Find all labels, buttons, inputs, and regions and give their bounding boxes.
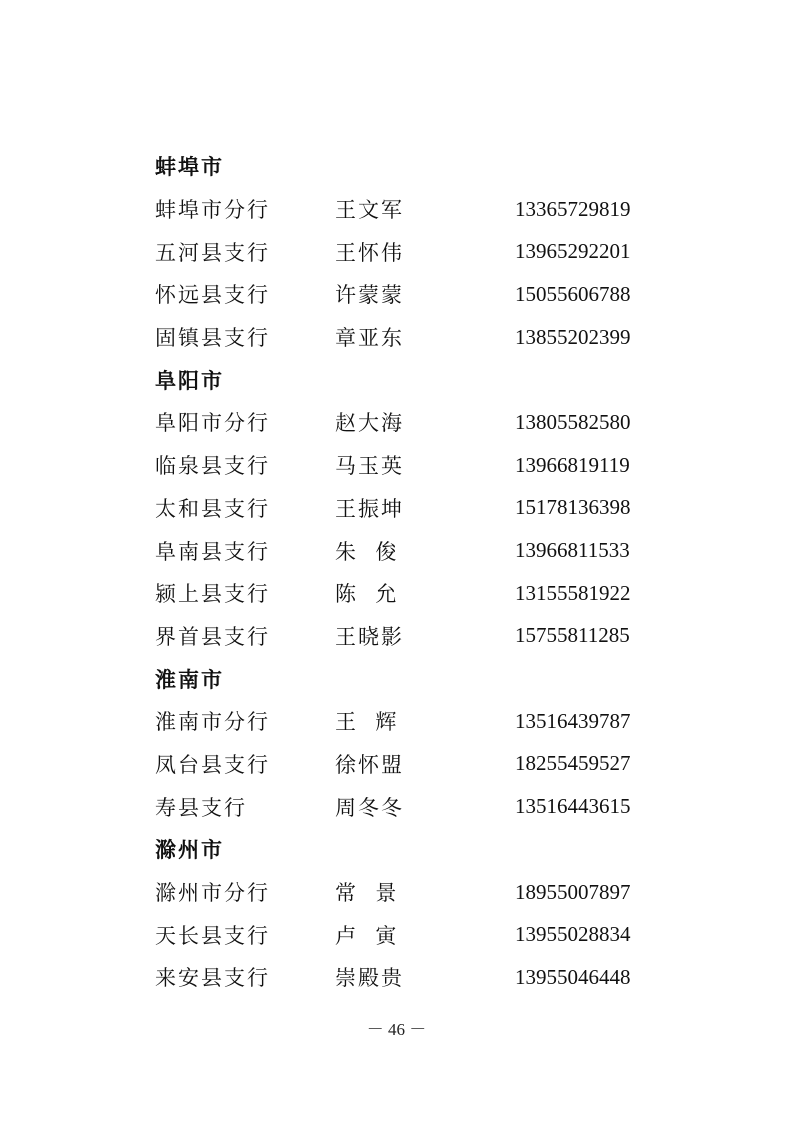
contact-row	[155, 188, 715, 231]
contact-name: 王 辉	[335, 710, 399, 735]
city-heading: 蚌埠市	[155, 155, 224, 180]
phone-number: 15755811285	[515, 623, 630, 648]
contact-row	[155, 572, 715, 615]
city-heading: 滁州市	[155, 838, 224, 863]
phone-number: 18255459527	[515, 751, 631, 776]
branch-name: 凤台县支行	[155, 752, 270, 777]
branch-name: 界首县支行	[155, 624, 270, 649]
phone-number: 13966811533	[515, 538, 630, 563]
contact-name: 崇殿贵	[335, 966, 404, 991]
contact-name: 徐怀盟	[335, 752, 404, 777]
branch-name: 滁州市分行	[155, 881, 270, 906]
branch-name: 颍上县支行	[155, 582, 270, 607]
contact-list	[155, 145, 715, 999]
phone-number: 13516439787	[515, 708, 631, 733]
branch-name: 太和县支行	[155, 496, 270, 521]
contact-row	[155, 487, 715, 530]
branch-name: 阜南县支行	[155, 539, 270, 564]
branch-name: 怀远县支行	[155, 283, 270, 308]
contact-name: 卢 寅	[335, 923, 399, 948]
contact-row	[155, 273, 715, 316]
phone-number: 13155581922	[515, 580, 631, 605]
contact-row	[155, 316, 715, 359]
phone-number: 15055606788	[515, 281, 631, 306]
city-section	[155, 145, 715, 358]
phone-number: 15178136398	[515, 495, 631, 520]
contact-name: 王怀伟	[335, 240, 404, 265]
contact-row	[155, 871, 715, 914]
contact-name: 许蒙蒙	[335, 283, 404, 308]
contact-row	[155, 230, 715, 273]
phone-number: 13965292201	[515, 239, 631, 264]
contact-name: 王振坤	[335, 496, 404, 521]
phone-number: 13955046448	[515, 964, 631, 989]
phone-number: 13805582580	[515, 409, 631, 434]
phone-number: 13855202399	[515, 324, 631, 349]
contact-name: 马玉英	[335, 454, 404, 479]
city-section	[155, 358, 715, 657]
contact-row	[155, 401, 715, 444]
contact-name: 常 景	[335, 881, 399, 906]
city-section	[155, 657, 715, 828]
contact-row	[155, 529, 715, 572]
phone-number: 13516443615	[515, 794, 631, 819]
branch-name: 临泉县支行	[155, 454, 270, 479]
contact-row	[155, 913, 715, 956]
branch-name: 淮南市分行	[155, 710, 270, 735]
phone-number: 18955007897	[515, 879, 631, 904]
phone-number: 13966819119	[515, 452, 630, 477]
contact-name: 王晓影	[335, 624, 404, 649]
branch-name: 固镇县支行	[155, 326, 270, 351]
branch-name: 五河县支行	[155, 240, 270, 265]
contact-name: 王文军	[335, 198, 404, 223]
contact-name: 朱 俊	[335, 539, 399, 564]
branch-name: 来安县支行	[155, 966, 270, 991]
contact-row	[155, 743, 715, 786]
branch-name: 天长县支行	[155, 923, 270, 948]
contact-row	[155, 785, 715, 828]
city-heading: 淮南市	[155, 667, 224, 692]
contact-row	[155, 615, 715, 658]
phone-number: 13955028834	[515, 922, 631, 947]
branch-name: 阜阳市分行	[155, 411, 270, 436]
page-number: － 46 －	[366, 1020, 427, 1039]
city-heading: 阜阳市	[155, 368, 224, 393]
branch-name: 蚌埠市分行	[155, 198, 270, 223]
contact-name: 章亚东	[335, 326, 404, 351]
branch-name: 寿县支行	[155, 795, 247, 820]
phone-number: 13365729819	[515, 196, 631, 221]
contact-row	[155, 444, 715, 487]
contact-name: 周冬冬	[335, 795, 404, 820]
city-section	[155, 828, 715, 999]
contact-row	[155, 700, 715, 743]
contact-name: 陈 允	[335, 582, 399, 607]
contact-name: 赵大海	[335, 411, 404, 436]
contact-row	[155, 956, 715, 999]
